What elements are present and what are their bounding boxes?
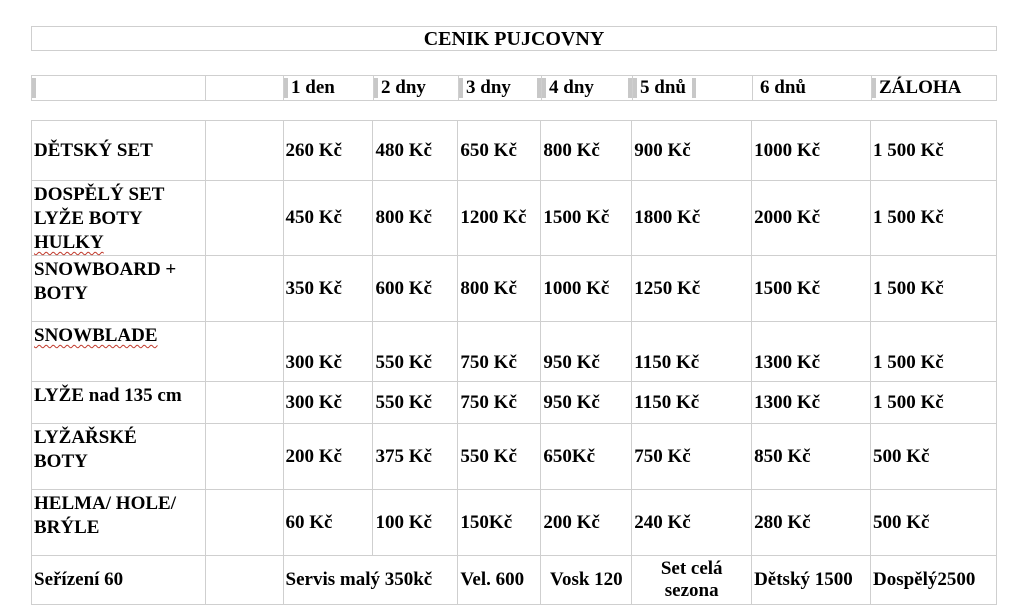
empty-cell xyxy=(205,556,283,605)
price-cell: 950 Kč xyxy=(541,382,632,424)
price-cell: 240 Kč xyxy=(632,490,752,556)
price-cell: 550 Kč xyxy=(458,424,541,490)
empty-cell xyxy=(205,181,283,256)
deposit-cell: 500 Kč xyxy=(871,424,997,490)
header-5-dnu: 5 dnů xyxy=(633,76,753,100)
footer-dospely: Dospělý2500 xyxy=(871,556,997,605)
item-name: HELMA/ HOLE/ BRÝLE xyxy=(32,490,206,556)
price-cell: 800 Kč xyxy=(373,181,458,256)
price-cell: 200 Kč xyxy=(541,490,632,556)
price-cell: 650 Kč xyxy=(458,121,541,181)
deposit-cell: 1 500 Kč xyxy=(871,322,997,382)
table-row xyxy=(32,424,997,490)
item-name: LYŽAŘSKÉ BOTY xyxy=(32,424,206,490)
price-cell: 280 Kč xyxy=(752,490,871,556)
price-cell: 600 Kč xyxy=(373,256,458,322)
deposit-cell: 500 Kč xyxy=(871,490,997,556)
price-cell: 300 Kč xyxy=(283,382,373,424)
footer-vosk: Vosk 120 xyxy=(541,556,632,605)
page-title: CENIK PUJCOVNY xyxy=(423,28,605,50)
price-cell: 1000 Kč xyxy=(752,121,871,181)
header-row xyxy=(31,75,997,101)
empty-cell xyxy=(205,256,283,322)
table-row xyxy=(32,121,997,181)
price-cell: 1300 Kč xyxy=(752,382,871,424)
empty-cell xyxy=(205,322,283,382)
header-cell-empty-2 xyxy=(206,76,284,100)
table-row xyxy=(32,256,997,322)
price-cell: 550 Kč xyxy=(373,322,458,382)
footer-serizeni: Seřízení 60 xyxy=(32,556,206,605)
item-name: DĚTSKÝ SET xyxy=(32,121,206,181)
price-cell: 1150 Kč xyxy=(632,382,752,424)
empty-cell xyxy=(205,424,283,490)
footer-set-sezona: Set celá sezona xyxy=(632,556,752,605)
price-cell: 850 Kč xyxy=(752,424,871,490)
price-cell: 300 Kč xyxy=(283,322,373,382)
table-row xyxy=(32,382,997,424)
price-cell: 480 Kč xyxy=(373,121,458,181)
footer-detsky: Dětský 1500 xyxy=(752,556,871,605)
price-cell: 750 Kč xyxy=(458,322,541,382)
price-cell: 1500 Kč xyxy=(541,181,632,256)
price-cell: 260 Kč xyxy=(283,121,373,181)
price-cell: 1200 Kč xyxy=(458,181,541,256)
price-cell: 375 Kč xyxy=(373,424,458,490)
footer-servis: Servis malý 350kč xyxy=(283,556,458,605)
table-row xyxy=(32,490,997,556)
table-row xyxy=(32,322,997,382)
price-cell: 550 Kč xyxy=(373,382,458,424)
price-table xyxy=(31,120,997,605)
price-cell: 750 Kč xyxy=(458,382,541,424)
empty-cell xyxy=(205,382,283,424)
deposit-cell: 1 500 Kč xyxy=(871,382,997,424)
header-cell-empty xyxy=(32,76,206,100)
price-cell: 800 Kč xyxy=(541,121,632,181)
deposit-cell: 1 500 Kč xyxy=(871,256,997,322)
price-cell: 800 Kč xyxy=(458,256,541,322)
price-cell: 750 Kč xyxy=(632,424,752,490)
price-cell: 950 Kč xyxy=(541,322,632,382)
header-2-dny: 2 dny xyxy=(374,76,459,100)
empty-cell xyxy=(205,490,283,556)
item-name: SNOWBLADE xyxy=(32,322,206,382)
item-name: LYŽE nad 135 cm xyxy=(32,382,206,424)
item-name: SNOWBOARD + BOTY xyxy=(32,256,206,322)
price-cell: 650Kč xyxy=(541,424,632,490)
footer-row xyxy=(32,556,997,605)
price-cell: 1500 Kč xyxy=(752,256,871,322)
header-zaloha: ZÁLOHA xyxy=(872,76,996,100)
price-cell: 1000 Kč xyxy=(541,256,632,322)
title-box xyxy=(31,26,997,51)
price-cell: 200 Kč xyxy=(283,424,373,490)
deposit-cell: 1 500 Kč xyxy=(871,181,997,256)
price-cell: 1300 Kč xyxy=(752,322,871,382)
price-cell: 150Kč xyxy=(458,490,541,556)
deposit-cell: 1 500 Kč xyxy=(871,121,997,181)
header-4-dny: 4 dny xyxy=(542,76,633,100)
price-cell: 1250 Kč xyxy=(632,256,752,322)
price-cell: 1150 Kč xyxy=(632,322,752,382)
header-1-den: 1 den xyxy=(284,76,374,100)
price-cell: 2000 Kč xyxy=(752,181,871,256)
header-6-dnu: 6 dnů xyxy=(753,76,872,100)
price-cell: 900 Kč xyxy=(632,121,752,181)
price-cell: 1800 Kč xyxy=(632,181,752,256)
header-3-dny: 3 dny xyxy=(459,76,542,100)
item-name: DOSPĚLÝ SET LYŽE BOTY HULKY xyxy=(32,181,206,256)
price-cell: 60 Kč xyxy=(283,490,373,556)
table-row xyxy=(32,181,997,256)
price-cell: 100 Kč xyxy=(373,490,458,556)
footer-vel: Vel. 600 xyxy=(458,556,541,605)
price-cell: 450 Kč xyxy=(283,181,373,256)
price-cell: 350 Kč xyxy=(283,256,373,322)
empty-cell xyxy=(205,121,283,181)
